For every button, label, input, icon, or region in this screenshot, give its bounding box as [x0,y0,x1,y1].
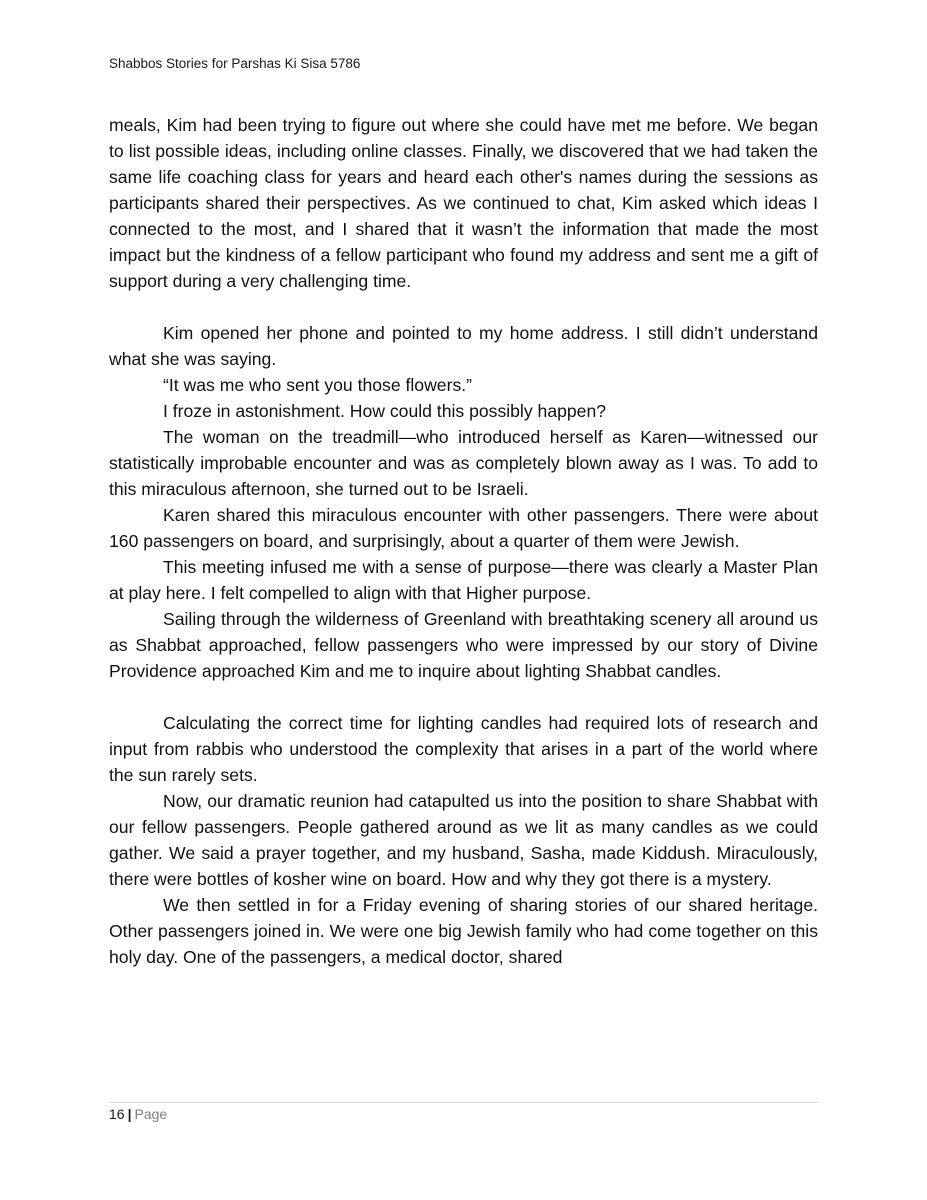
running-header: Shabbos Stories for Parshas Ki Sisa 5786 [109,56,361,71]
page-number: 16 [109,1106,125,1122]
paragraph: The woman on the treadmill—who introduced herself as Karen—witnessed our statistically improbable encounter and was as completely blown away as I was. To add to this miraculous afternoon, she turned out to be Israeli. [109,427,818,499]
paragraph: Calculating the correct time for lighting candles had required lots of research and input from rabbis who understood the complexity that arises in a part of the world where the sun rarely sets. [109,713,818,785]
paragraph: Karen shared this miraculous encounter with other passengers. There were about 160 passengers on board, and surprisingly, about a quarter of them were Jewish. [109,505,818,551]
page-footer [109,1106,167,1122]
paragraph: I froze in astonishment. How could this possibly happen? [163,401,607,421]
paragraph: “It was me who sent you those flowers.” [163,375,472,395]
paragraph: Sailing through the wilderness of Greenland with breathtaking scenery all around us as Shabbat approached, fellow passengers who were impressed by our story of Divine Providence approached Kim and me to inquire about lighting Shabbat candles. [109,609,818,681]
document-body [109,112,818,970]
page-label: Page [134,1106,168,1122]
paragraph: Kim opened her phone and pointed to my home address. I still didn’t understand what she was saying. [109,323,818,369]
footer-separator: | [127,1106,132,1122]
paragraph: meals, Kim had been trying to figure out where she could have met me before. We began to list possible ideas, including online classes. Finally, we discovered that we had taken the same life coaching class for years and heard each other's names during the sessions as participants shared their perspectives. As we continued to chat, Kim asked which ideas I connected to the most, and I shared that it wasn’t the information that made the most impact but the kindness of a fellow participant who found my address and sent me a gift of support during a very challenging time. [109,115,818,291]
paragraph: We then settled in for a Friday evening of sharing stories of our shared heritage. Other passengers joined in. We were one big Jewish family who had come together on this holy day. One of the passengers, a medical doctor, shared [109,895,818,967]
paragraph: This meeting infused me with a sense of purpose—there was clearly a Master Plan at play here. I felt compelled to align with that Higher purpose. [109,557,818,603]
paragraph: Now, our dramatic reunion had catapulted us into the position to share Shabbat with our fellow passengers. People gathered around as we lit as many candles as we could gather. We said a prayer together, and my husband, Sasha, made Kiddush. Miraculously, there were bottles of kosher wine on board. How and why they got there is a mystery. [109,791,818,889]
footer-divider [109,1102,818,1103]
